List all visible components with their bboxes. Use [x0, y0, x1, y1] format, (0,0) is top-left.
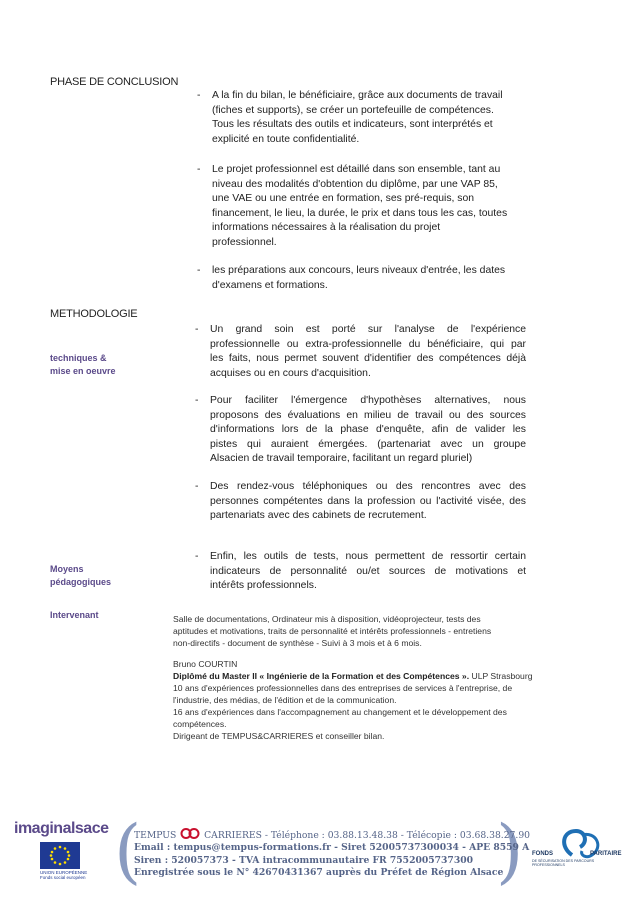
bullet-dash: -	[195, 395, 199, 406]
section-title-methodologie: METHODOLOGIE	[50, 308, 138, 320]
eu-caption: UNION EUROPÉENNE Fonds social européen	[40, 870, 88, 880]
imaginalsace-logo: imaginalsace	[14, 820, 109, 837]
intervenant-text: Bruno COURTIN Diplômé du Master II « Ingénierie de la Formation et des Compétences ». ULP Strasbourg 10 ans d'expériences professionnelles dans des entreprises de services à l'entreprise, de l'industrie, des médias, de l'édition et de la communication. 16 ans d'expériences dans l'accompagnement au changement et le développement des compétences. Dirigeant de TEMPUS&CARRIERES et conseiller bilan.	[173, 659, 533, 741]
right-paren-icon: )	[496, 810, 524, 892]
moyens-text: Salle de documentations, Ordinateur mis à disposition, vidéoprojecteur, tests des aptitudes et motivations, traits de personnalité et intérêts professionnels - entretiens non-directifs - document de synthèse - Suivi à 3 mois et à 6 mois.	[173, 614, 492, 648]
bullet-text: Pour faciliter l'émergence d'hypothèses alternatives, nous proposons des évaluations en milieu de travail ou des sources d'informations lors de la phase d'enquête, afin de valider les pistes qui auraient émergées. (partenariat avec un groupe Alsacien de travail temporaire, facilitant un regard pluriel)	[210, 395, 526, 465]
bullet-dash: -	[197, 90, 201, 101]
bullet-dash: -	[195, 324, 199, 335]
side-label-intervenant: Intervenant	[50, 610, 99, 620]
footer-line-2: Email : tempus@tempus-formations.fr - Siret 52005737300034 - APE 8559 A	[134, 842, 530, 854]
bullet-dash: -	[195, 481, 199, 492]
footer-line-4: Enregistrée sous le N° 42670431367 auprès du Préfet de Région Alsace	[134, 867, 504, 879]
bullet-text: les préparations aux concours, leurs niveaux d'entrée, les dates d'examens et formations.	[212, 265, 506, 291]
bullet-text: Un grand soin est porté sur l'analyse de l'expérience professionnelle ou extra-professionnelle du bénéficiaire, qui par les faits, nous permet souvent d'identifier des compétences déjà acquises ou en cours d'acquisition.	[210, 324, 526, 379]
footer-contact	[114, 810, 531, 892]
intervenant-name: Bruno COURTIN	[173, 659, 238, 669]
section-title-conclusion: PHASE DE CONCLUSION	[50, 76, 179, 88]
bullet-dash: -	[195, 551, 199, 562]
side-label-techniques: techniques & mise en oeuvre	[50, 353, 116, 376]
eu-flag-icon	[40, 842, 80, 869]
bullet-text: Le projet professionnel est détaillé dans son ensemble, tant au niveau des modalités d'obtention du diplôme, par une VAP 85, une VAE ou une entrée en formation, ses pré-requis, son financement, le lieu, la durée, le prix et dans tous les cas, toutes informations nécessaires à la réalisation du projet professionnel.	[212, 164, 508, 248]
bullet-dash: -	[197, 164, 201, 175]
bullet-text: Enfin, les outils de tests, nous permettent de ressortir certain indicateurs de personnalité ou/et sources de motivations et intérêts professionnels.	[210, 551, 526, 592]
side-label-moyens: Moyens pédagogiques	[50, 564, 112, 587]
bullet-text: A la fin du bilan, le bénéficiaire, grâce aux documents de travail (fiches et supports), se créer un portefeuille de compétences. Tous les résultats des outils et indicateurs, sont interprétés et explicité en toute confidentialité.	[212, 90, 503, 145]
fonds-paritaire-logo: FONDS PARITAIRE DE SÉCURISATION DES PARCOURS PROFESSIONNELS	[530, 825, 625, 880]
tempus-logo-icon	[179, 828, 201, 839]
intervenant-degree: Diplômé du Master II « Ingénierie de la Formation et des Compétences ». ULP Strasbourg	[173, 671, 533, 681]
left-paren-icon: (	[114, 810, 142, 892]
footer-line-1: TEMPUS CARRIERES - Téléphone : 03.88.13.48.38 - Télécopie : 03.68.38.27.90	[134, 830, 531, 841]
bullet-dash: -	[197, 265, 201, 276]
footer-line-3: Siren : 520057373 - TVA intracommunautaire FR 7552005737300	[134, 854, 473, 866]
bullet-text: Des rendez-vous téléphoniques ou des rencontres avec des personnes compétentes dans la profession ou l'activité visée, des partenariats avec des cabinets de recrutement.	[210, 481, 526, 522]
